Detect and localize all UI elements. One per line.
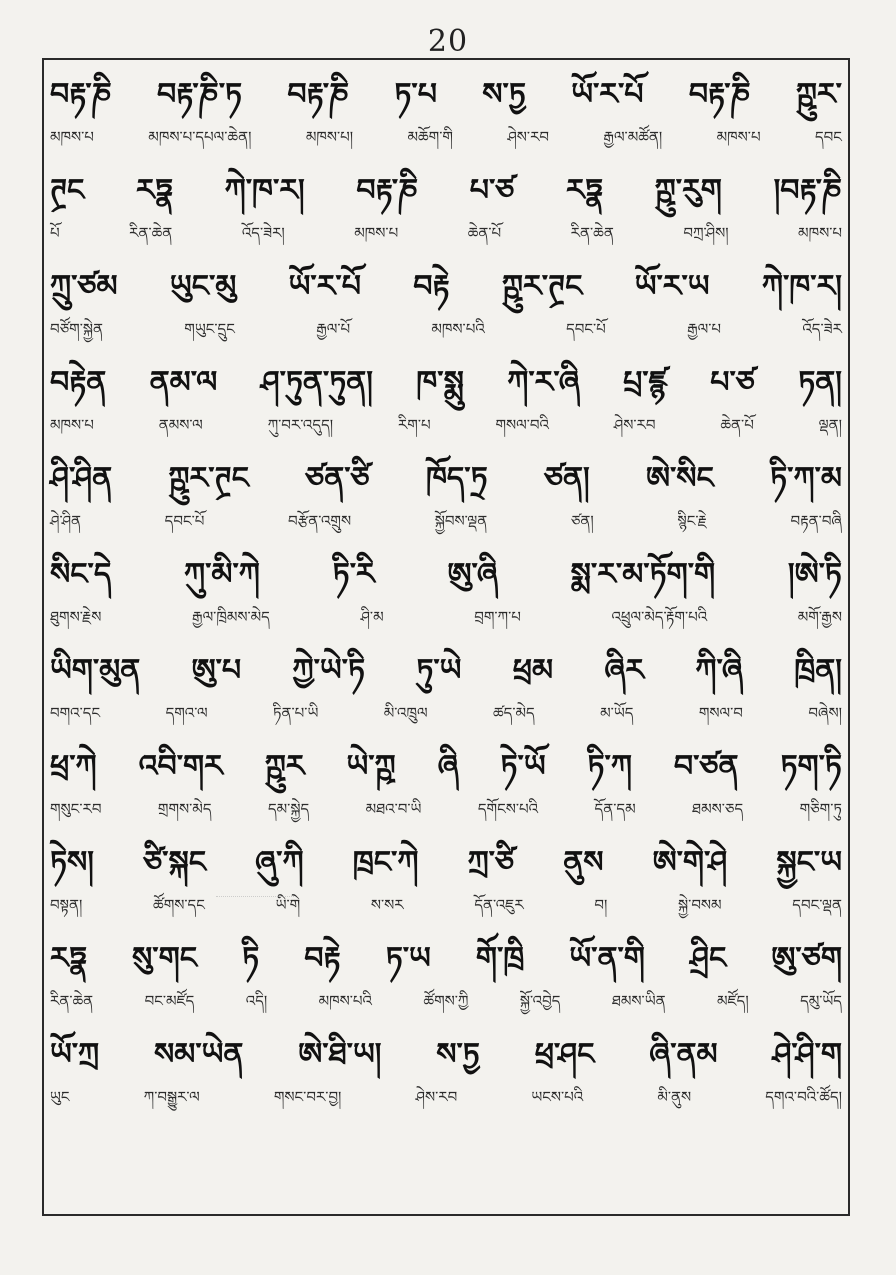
gloss-word: སྐྱོ་འབྱེད xyxy=(519,992,561,1010)
gloss-word: ཐམས་ཡིན xyxy=(611,992,666,1010)
gloss-word: དོན་འཇུར xyxy=(474,896,524,914)
gloss-word: བ། xyxy=(594,896,608,914)
main-word: ཕྲ་ཀེ xyxy=(50,749,97,784)
gloss-word: མཁས་པའི xyxy=(431,320,485,338)
gloss-word: བརྩོན་འགྲུས xyxy=(288,512,352,530)
text-line-gloss xyxy=(44,986,848,1016)
main-word: བརྟ་ཎི xyxy=(50,77,112,112)
text-frame xyxy=(42,58,850,1216)
main-word: རཏྣ xyxy=(50,941,87,976)
gloss-word: ཡངས་པའི xyxy=(531,1088,584,1106)
main-word: ཀེ་ཁ་ར། xyxy=(224,173,305,208)
main-word: ཀྵུར xyxy=(264,749,305,784)
main-word: ཨེ་སིང xyxy=(645,461,714,496)
main-word: གོ་ཁྲི xyxy=(475,941,525,976)
main-word: ཏག་ཏི xyxy=(780,749,842,784)
gloss-word: ཡུང xyxy=(50,1088,70,1106)
main-word: ཁ་སྨུ xyxy=(416,365,464,400)
gloss-word: གྲགས་མེད xyxy=(157,800,212,818)
main-word: ཏ་ཡ xyxy=(385,941,431,976)
gloss-word: ཐམས་ཅད xyxy=(692,800,744,818)
gloss-word: བཀྲ་ཤིས། xyxy=(683,224,729,242)
text-line-gloss xyxy=(44,314,848,344)
main-word: ཙན། xyxy=(543,461,590,496)
text-line-main xyxy=(44,838,848,888)
main-word: ཁྲིན། xyxy=(794,653,842,688)
gloss-word: གཡུང་དྲུང xyxy=(184,320,235,338)
main-word: ཡོ་ར་ཡ xyxy=(634,269,710,304)
text-line-main xyxy=(44,166,848,216)
gloss-word: ཚད་མེད xyxy=(492,704,535,722)
gloss-word: དགའ་བའི་ཚོད། xyxy=(765,1088,842,1106)
main-word: ཞུ་ཀི xyxy=(255,845,304,880)
gloss-word: འདི། xyxy=(245,992,268,1010)
gloss-word: དམ་སྐྱེད xyxy=(267,800,310,818)
main-word: ཡོ་ཀྲ xyxy=(50,1037,100,1072)
gloss-word: སྙིང་རྗེ xyxy=(677,512,707,530)
main-word: ཀྲུ་ཙམ xyxy=(50,269,118,304)
gloss-word: ཤེས་རབ xyxy=(507,128,550,146)
main-word: ཕྲ་ཤང xyxy=(534,1037,595,1072)
main-word: ཨེ་གེ་ཤེ xyxy=(652,845,728,880)
gloss-word: མཁས་པའི xyxy=(318,992,372,1010)
gloss-word: བཙོག་སྐྱེན xyxy=(50,320,103,338)
main-word: །ཨེ་ཏི xyxy=(787,557,842,592)
gloss-word: ཤེས་རབ xyxy=(415,1088,458,1106)
gloss-word: བང་མཛོད xyxy=(144,992,195,1010)
main-word: བ་ཙན xyxy=(673,749,739,784)
gloss-word: པོ xyxy=(50,224,60,242)
main-word: ཊྲང xyxy=(50,173,85,208)
text-line-main xyxy=(44,70,848,120)
gloss-word: ཤེ་ཤིན xyxy=(50,512,82,530)
gloss-word: ཐུགས་རྗེས xyxy=(50,608,102,626)
gloss-word: རིན་ཆེན xyxy=(129,224,173,242)
gloss-word: རྒྱལ་ཁྲིམས་མེད xyxy=(192,608,270,626)
gloss-word: ཡི་གེ xyxy=(275,896,301,914)
main-word: ས་ཏྱ xyxy=(436,1037,480,1072)
main-word: ཀུ་མི་ཀེ xyxy=(184,557,260,592)
gloss-word: བསྟན། xyxy=(50,896,83,914)
gloss-word: ཤི་མ xyxy=(360,608,384,626)
gloss-word: མ་ཡོད xyxy=(600,704,634,722)
main-word: ཏུ་ཡེ xyxy=(416,653,462,688)
main-word: ཏི་རི xyxy=(332,557,375,592)
main-word: པ་ཙ xyxy=(710,365,755,400)
main-word: ཨུ་པ xyxy=(191,653,242,688)
text-line-main xyxy=(44,934,848,984)
text-line-main xyxy=(44,262,848,312)
text-line-main xyxy=(44,646,848,696)
main-word: ཀྵུར་ཊྲང xyxy=(168,461,249,496)
gloss-word: དམུ་ཡོད xyxy=(800,992,842,1010)
main-word: ཙན་ཙི xyxy=(305,461,370,496)
gloss-word: མཛོད། xyxy=(716,992,749,1010)
gloss-word: བཞེས། xyxy=(808,704,842,722)
main-word: རཏྣ xyxy=(136,173,173,208)
main-word: བརྟ་ཎི xyxy=(356,173,419,208)
text-line-gloss xyxy=(44,794,848,824)
gloss-word: མི་ནུས xyxy=(657,1088,692,1106)
main-word: ཀེ་ཁ་ར། xyxy=(761,269,842,304)
main-word: རཏྣ xyxy=(566,173,603,208)
main-word: ཡོ་ར་པོ xyxy=(288,269,361,304)
main-word: བརྟ་ཎི་ཏ xyxy=(157,77,243,112)
main-word: པ་ཙ xyxy=(469,173,515,208)
main-word: །བརྟ་ཎི xyxy=(773,173,842,208)
text-line-gloss xyxy=(44,218,848,248)
gloss-word: སྐྱོབས་ལྡན xyxy=(434,512,488,530)
main-word: ཡུང་མུ xyxy=(169,269,237,304)
gloss-word: ལྡན། xyxy=(818,416,842,434)
gloss-word: བགའ་དང xyxy=(50,704,101,722)
gloss-word: འོད་ཟེར། xyxy=(241,224,285,242)
gloss-word: བྲག་ཀ་པ xyxy=(474,608,521,626)
gloss-word: ཀ་བསྒྱུར་ལ xyxy=(143,1088,200,1106)
gloss-word: གསལ་བ xyxy=(698,704,743,722)
text-line-main xyxy=(44,550,848,600)
gloss-word: མགོ་རྒྱས xyxy=(797,608,842,626)
gloss-word: ཙན། xyxy=(570,512,594,530)
gloss-word: རྒྱལ་པ xyxy=(687,320,722,338)
gloss-word: བརྟན་བཞི xyxy=(790,512,842,530)
gloss-word: རིན་ཆེན xyxy=(570,224,614,242)
gloss-word: གསལ་བའི xyxy=(495,416,549,434)
gloss-word: མཁས་པ xyxy=(50,416,94,434)
text-line-main xyxy=(44,1030,848,1080)
gloss-word: དབང xyxy=(814,128,842,146)
main-word: ཀྵུ་རུག xyxy=(654,173,722,208)
gloss-word: ཏིན་པ་ཡི xyxy=(273,704,319,722)
gloss-word: འོད་ཟེར xyxy=(802,320,842,338)
main-word: ཤ་ཏུན་ཏུན། xyxy=(260,365,373,400)
main-word: ཀི་ཞི xyxy=(695,653,743,688)
page-number: 20 xyxy=(427,24,469,59)
main-word: ཨུ་ཙག xyxy=(771,941,842,976)
gloss-word: མཁས་པ xyxy=(354,224,399,242)
main-word: ཡོ་ར་པོ xyxy=(571,77,644,112)
main-word: ཀྵུར་ xyxy=(795,77,842,112)
text-line-main xyxy=(44,742,848,792)
gloss-word: མཆོག་གི xyxy=(407,128,453,146)
gloss-word: རིན་ཆེན xyxy=(50,992,94,1010)
gloss-word: ཀུ་བར་འདུད། xyxy=(267,416,334,434)
main-word: སུ་གང xyxy=(132,941,198,976)
main-word: ཏེས། xyxy=(50,845,94,880)
gloss-word: ས་སར xyxy=(370,896,404,914)
gloss-word: ཆེན་པོ xyxy=(467,224,502,242)
text-line-gloss xyxy=(44,890,848,920)
gloss-word: མཐའ་བ་ཡི xyxy=(365,800,422,818)
main-word: ཏ་པ xyxy=(394,77,437,112)
gloss-word: ཤེས་རབ xyxy=(613,416,656,434)
main-word: བརྟ་ཎི xyxy=(688,77,751,112)
main-word: ཀྵུར་ཊྲང xyxy=(501,269,583,304)
gloss-word: རྒྱལ་མཚོན། xyxy=(603,128,663,146)
gloss-word: དགོངས་པའི xyxy=(477,800,539,818)
text-line-gloss xyxy=(44,506,848,536)
gloss-word: གསུང་རབ xyxy=(50,800,102,818)
main-word: ཨེ་ཐི་ཡ། xyxy=(298,1037,382,1072)
gloss-word: མཁས་པ xyxy=(50,128,94,146)
gloss-word: མཁས་པ xyxy=(798,224,842,242)
gloss-word: མཁས་པ་དཔལ་ཆེན། xyxy=(148,128,252,146)
text-line-main xyxy=(44,358,848,408)
gloss-word: དབང་པོ xyxy=(566,320,606,338)
main-word: ཞིར xyxy=(604,653,645,688)
main-word: ཤྲིང xyxy=(690,941,727,976)
text-line-gloss xyxy=(44,602,848,632)
main-word: བརྟེ xyxy=(413,269,450,304)
main-word: ཏེ་ཡོ xyxy=(500,749,546,784)
main-word: བརྟེན xyxy=(50,365,107,400)
text-line-gloss xyxy=(44,1082,848,1112)
main-word: ཞི xyxy=(437,749,459,784)
main-word: ནུས xyxy=(563,845,604,880)
main-word: ཨུ་ཞི xyxy=(447,557,498,592)
main-word: སྐྱང་ཡ xyxy=(776,845,842,880)
gloss-word: རྒྱལ་པོ xyxy=(316,320,351,338)
gloss-word: རིག་པ xyxy=(397,416,431,434)
gloss-word: མཁས་པ xyxy=(716,128,761,146)
gloss-word: དོན་དམ xyxy=(594,800,636,818)
main-word: ཏི xyxy=(242,941,260,976)
main-word: ཤི་ཤིན xyxy=(50,461,113,496)
main-word: འབི་གར xyxy=(138,749,223,784)
main-word: ཡེ་ཀྵ xyxy=(346,749,396,784)
gloss-word: ཆེན་པོ xyxy=(720,416,754,434)
gloss-word: དབང་ལྡན xyxy=(792,896,842,914)
gloss-word: གསང་བར་བྱ། xyxy=(273,1088,342,1106)
main-word: ཏན། xyxy=(798,365,842,400)
gloss-word: ནམས་ལ xyxy=(158,416,203,434)
main-word: ཏི་ཀ་མ xyxy=(770,461,842,496)
main-word: ཀྱེ་ཡེ་ཏི xyxy=(292,653,365,688)
main-word: པྲ་ཛྙ xyxy=(623,365,667,400)
gloss-word: སྐྱེ་བསམ xyxy=(678,896,722,914)
text-line-gloss xyxy=(44,698,848,728)
main-word: བརྟེ xyxy=(304,941,341,976)
main-word: སྨ་ར་མ་ཏོག་གི xyxy=(570,557,716,592)
text-line-gloss xyxy=(44,122,848,152)
text-line-gloss xyxy=(44,410,848,440)
main-word: བརྟ་ཎི xyxy=(287,77,350,112)
gloss-word: ཚོགས་དང xyxy=(153,896,205,914)
main-word: ཡོ་ན་གི xyxy=(569,941,645,976)
main-word: ཏི་ཀ xyxy=(587,749,632,784)
main-word: ཤེ་ཤི་ག xyxy=(772,1037,842,1072)
main-word: ཕྲམ xyxy=(512,653,554,688)
gloss-word: འཕྲུལ་མེད་རྟོག་པའི xyxy=(611,608,708,626)
main-word: ཀྲ་ཙི xyxy=(467,845,515,880)
main-word: ཡིག་མུན xyxy=(50,653,141,688)
main-word: ས་ཏྱ xyxy=(482,77,526,112)
main-word: ཞི་ནམ xyxy=(649,1037,718,1072)
gloss-word: མཁས་པ། xyxy=(305,128,354,146)
text-line-main xyxy=(44,454,848,504)
gloss-word: ཚོགས་ཀྱི xyxy=(423,992,469,1010)
main-word: སམ་ཡེན xyxy=(154,1037,244,1072)
main-word: ཁོད་ཏྲ xyxy=(425,461,488,496)
gloss-word: དགའ་ལ xyxy=(165,704,208,722)
main-word: ནམ་ལ xyxy=(149,365,218,400)
gloss-word: དབང་པོ xyxy=(164,512,205,530)
main-word: ཙི་སྐང xyxy=(143,845,207,880)
main-word: སིང་དེ xyxy=(50,557,112,592)
faint-stamp-mark xyxy=(216,896,296,911)
gloss-word: མི་འཁྲུལ xyxy=(383,704,428,722)
main-word: ཁྲང་ཀེ xyxy=(352,845,419,880)
gloss-word: གཅིག་ཏུ xyxy=(799,800,842,818)
main-word: ཀེ་ར་ཞི xyxy=(507,365,580,400)
